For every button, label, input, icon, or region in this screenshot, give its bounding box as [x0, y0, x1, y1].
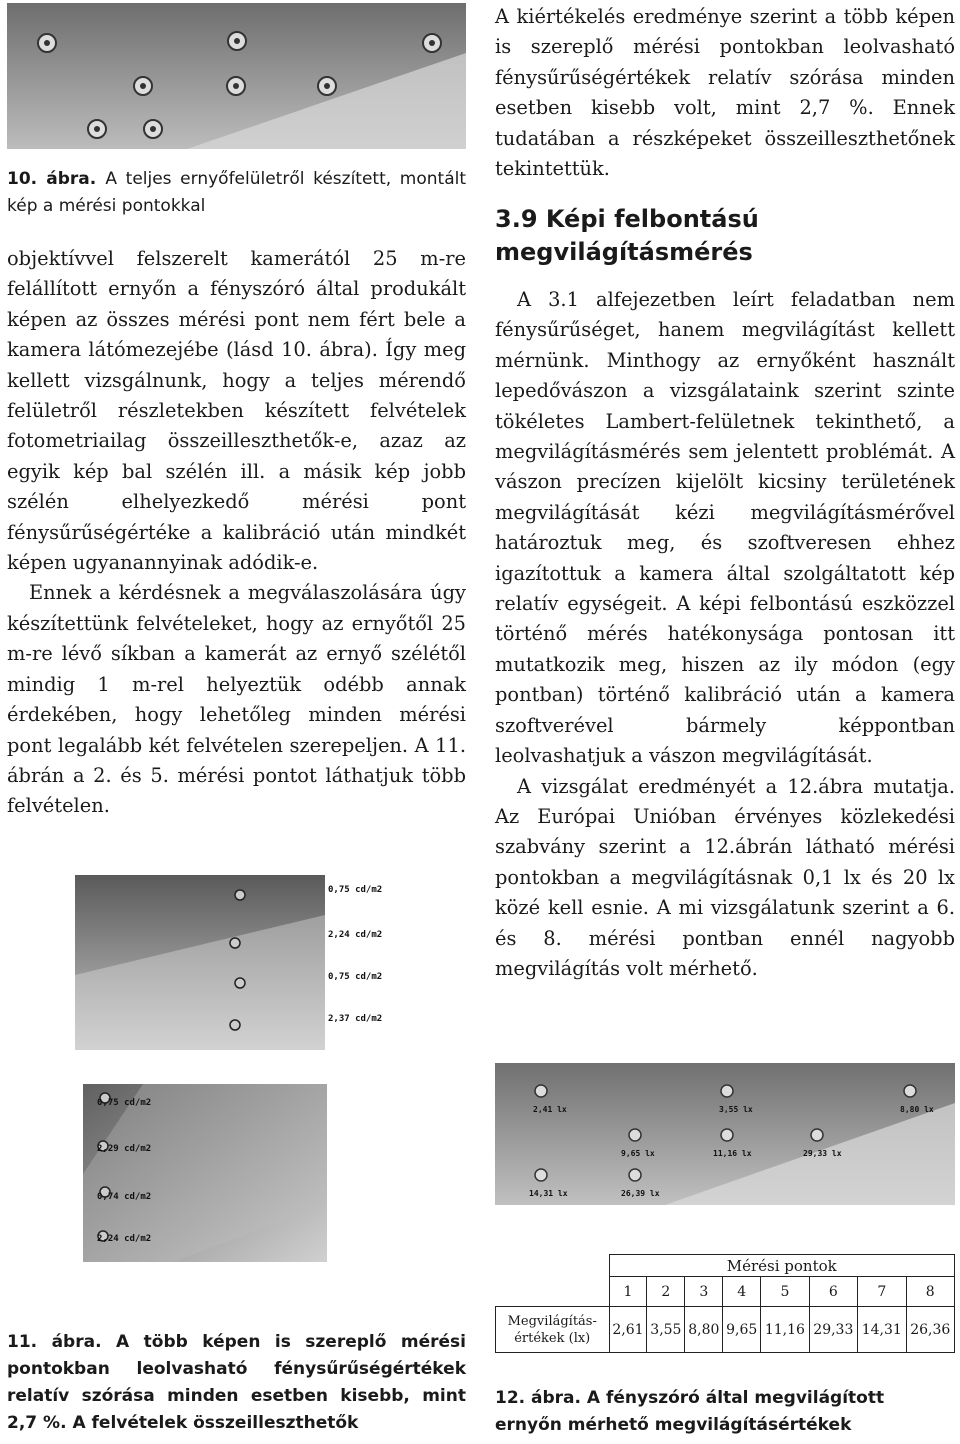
fig11-lower-label-2: 2,29 cd/m2 [97, 1144, 152, 1154]
fig12-table-header: Mérési pontok [609, 1255, 955, 1277]
fig12-photo-label-7: 14,31 lx [529, 1189, 568, 1198]
fig12-photo-label-1: 2,41 lx [533, 1105, 567, 1114]
fig12-caption [495, 1385, 955, 1439]
fig12-table-value: 8,80 [685, 1307, 723, 1353]
fig11-upper-graphic [75, 875, 325, 1050]
right-paragraph-1: A kiértékelés eredménye szerint a több képen is szereplő mérési pontokban leolvasható fénysűrűségértékek relatív szórása minden esetben kisebb volt, mint 2,7 %. Ennek tudatában a részképeket összeilleszthetőnek tekintettük. [495, 5, 955, 181]
right-column-top-text [495, 2, 955, 184]
fig10-measure-point [423, 34, 441, 52]
fig12-measure-point [535, 1169, 547, 1181]
left-paragraph-1: objektívvel felszerelt kamerától 25 m-re felállított ernyőn a fényszóró által produkált képen az összes mérési pont nem fért bele a kamera látómezejébe (lásd 10. ábra). Így meg kellett vizsgálnunk, hogy a teljes mérendő felületről részletekben készített felvételek fotometriailag összeilleszthetők-e, azaz az egyik kép bal szélén ill. a másik kép jobb szélén elhelyezkedő mérési pont fénysűrűségértéke a kalibráció után mindkét képen ugyanannyinak adódik-e. [7, 247, 466, 575]
fig10-measure-point [318, 77, 336, 95]
fig11-upper-label-2: 2,24 cd/m2 [328, 930, 383, 940]
fig12-table-row-label: Megvilágítás-értékek (lx) [496, 1307, 610, 1353]
fig11-lower-label-1: 0,75 cd/m2 [97, 1098, 152, 1108]
fig12-photo [495, 1063, 955, 1205]
fig11-upper-point [230, 1020, 240, 1030]
left-column-text [7, 244, 466, 822]
fig12-measure-point [811, 1129, 823, 1141]
fig10-measure-point [227, 77, 245, 95]
fig12-table-point: 1 [609, 1277, 647, 1307]
fig12-table-point: 4 [723, 1277, 761, 1307]
fig10-photo-graphic [7, 3, 466, 149]
fig11-upper-labels [328, 875, 438, 1050]
fig11-lower-photo [83, 1084, 327, 1262]
fig10-measure-point [88, 120, 106, 138]
left-paragraph-2: Ennek a kérdésnek a megválaszolására úgy készítettünk felvételeket, hogy az ernyőtől 25 m-re lévő síkban a kamerát az ernyő szélétől mindig 1 m-rel helyeztük odébb annak érdekében, hogy lehetőleg minden mérési pont legalább két felvételen szerepeljen. A 11. ábrán a 2. és 5. mérési pontot láthatjuk több felvételen. [7, 581, 466, 818]
fig11-upper-point [230, 938, 240, 948]
fig11-upper-point [235, 890, 245, 900]
right-paragraph-2: A 3.1 alfejezetben leírt feladatban nem fénysűrűséget, hanem megvilágítást kellett mérnünk. Minthogy az ernyőként használt lepedővászon a vizsgálataink szerint szinte tökéletes Lambert-felületnek tekinthető, a megvilágításmérés sem jelentett problémát. A vászon precízen kijelölt kicsiny területének megvilágítását kézi megvilágításmérővel határoztuk meg, és szoftveresen ehhez igazítottuk a kamera által szolgáltatott kép relatív egységeit. A képi felbontású eszközzel történő mérés hatékonysága pontosan itt mutatkozik meg, hiszen az ily módon (egy pontban) történő kalibráció után a kamera szoftverével bármely képpontban leolvashatjuk a vászon megvilágítását. [495, 288, 955, 768]
fig12-table-point: 3 [685, 1277, 723, 1307]
fig12-table-value: 2,61 [609, 1307, 647, 1353]
fig12-photo-label-5: 11,16 lx [713, 1149, 752, 1158]
fig12-photo-label-6: 29,33 lx [803, 1149, 842, 1158]
fig11-upper-label-4: 2,37 cd/m2 [328, 1014, 383, 1024]
fig12-table-value: 29,33 [809, 1307, 857, 1353]
fig12-measure-point [629, 1129, 641, 1141]
fig12-table-value: 9,65 [723, 1307, 761, 1353]
fig10-caption [7, 166, 466, 220]
fig12-photo-label-2: 3,55 lx [719, 1105, 753, 1114]
fig12-caption-label: 12. ábra. [495, 1388, 581, 1408]
right-column-body-text [495, 285, 955, 984]
fig10-photo [7, 3, 466, 149]
fig11-caption-text: A több képen is szereplő mérési pontokban leolvasható fénysűrűségértékek relatív szórása minden esetben kisebb, mint 2,7 %. A felvételek összeilleszthetők [7, 1332, 466, 1433]
fig11-lower-label-3: 0,74 cd/m2 [97, 1192, 152, 1202]
fig10-measure-point [134, 77, 152, 95]
fig12-table-value: 11,16 [761, 1307, 809, 1353]
fig12-table-point: 6 [809, 1277, 857, 1307]
fig12-table-point: 5 [761, 1277, 809, 1307]
fig12-photo-graphic [495, 1063, 955, 1205]
section-heading: 3.9 Képi felbontású megvilágításmérés [495, 205, 759, 266]
fig12-photo-label-8: 26,39 lx [621, 1189, 660, 1198]
fig12-measure-point [904, 1085, 916, 1097]
fig11-upper-photo [75, 875, 325, 1050]
fig11-lower-label-4: 2,24 cd/m2 [97, 1234, 152, 1244]
fig12-photo-label-3: 8,80 lx [900, 1105, 934, 1114]
fig11-caption [7, 1329, 466, 1437]
fig12-measure-point [721, 1129, 733, 1141]
fig12-table-point: 2 [647, 1277, 685, 1307]
fig11-upper-point [235, 978, 245, 988]
fig12-measure-point [721, 1085, 733, 1097]
fig12-table-value: 14,31 [858, 1307, 906, 1353]
fig12-measure-point [535, 1085, 547, 1097]
fig11-caption-label: 11. ábra. [7, 1332, 102, 1352]
fig12-table-point: 8 [906, 1277, 955, 1307]
fig12-table-point: 7 [858, 1277, 906, 1307]
fig11-upper-label-3: 0,75 cd/m2 [328, 972, 383, 982]
fig10-measure-point [38, 34, 56, 52]
fig12-table [495, 1254, 955, 1353]
fig10-caption-label: 10. ábra. [7, 169, 97, 189]
fig11-upper-label-1: 0,75 cd/m2 [328, 885, 383, 895]
fig10-caption-text: A teljes ernyőfelületről készített, montált kép a mérési pontokkal [7, 169, 467, 216]
fig12-caption-text: A fényszóró által megvilágított ernyőn mérhető megvilágításértékek [495, 1388, 885, 1435]
fig12-table-value: 26,36 [906, 1307, 955, 1353]
fig10-measure-point [228, 32, 246, 50]
fig12-table-value: 3,55 [647, 1307, 685, 1353]
right-paragraph-3: A vizsgálat eredményét a 12.ábra mutatja. Az Európai Unióban érvényes közlekedési szabvány szerint a 12.ábrán látható mérési pontokban a megvilágításnak 0,1 lx és 20 lx közé kell esnie. A mi vizsgálatunk szerint a 6. és 8. mérési pontban ennél nagyobb megvilágítás volt mérhető. [495, 774, 955, 980]
fig12-measure-point [629, 1169, 641, 1181]
fig10-measure-point [144, 120, 162, 138]
fig12-photo-label-4: 9,65 lx [621, 1149, 655, 1158]
